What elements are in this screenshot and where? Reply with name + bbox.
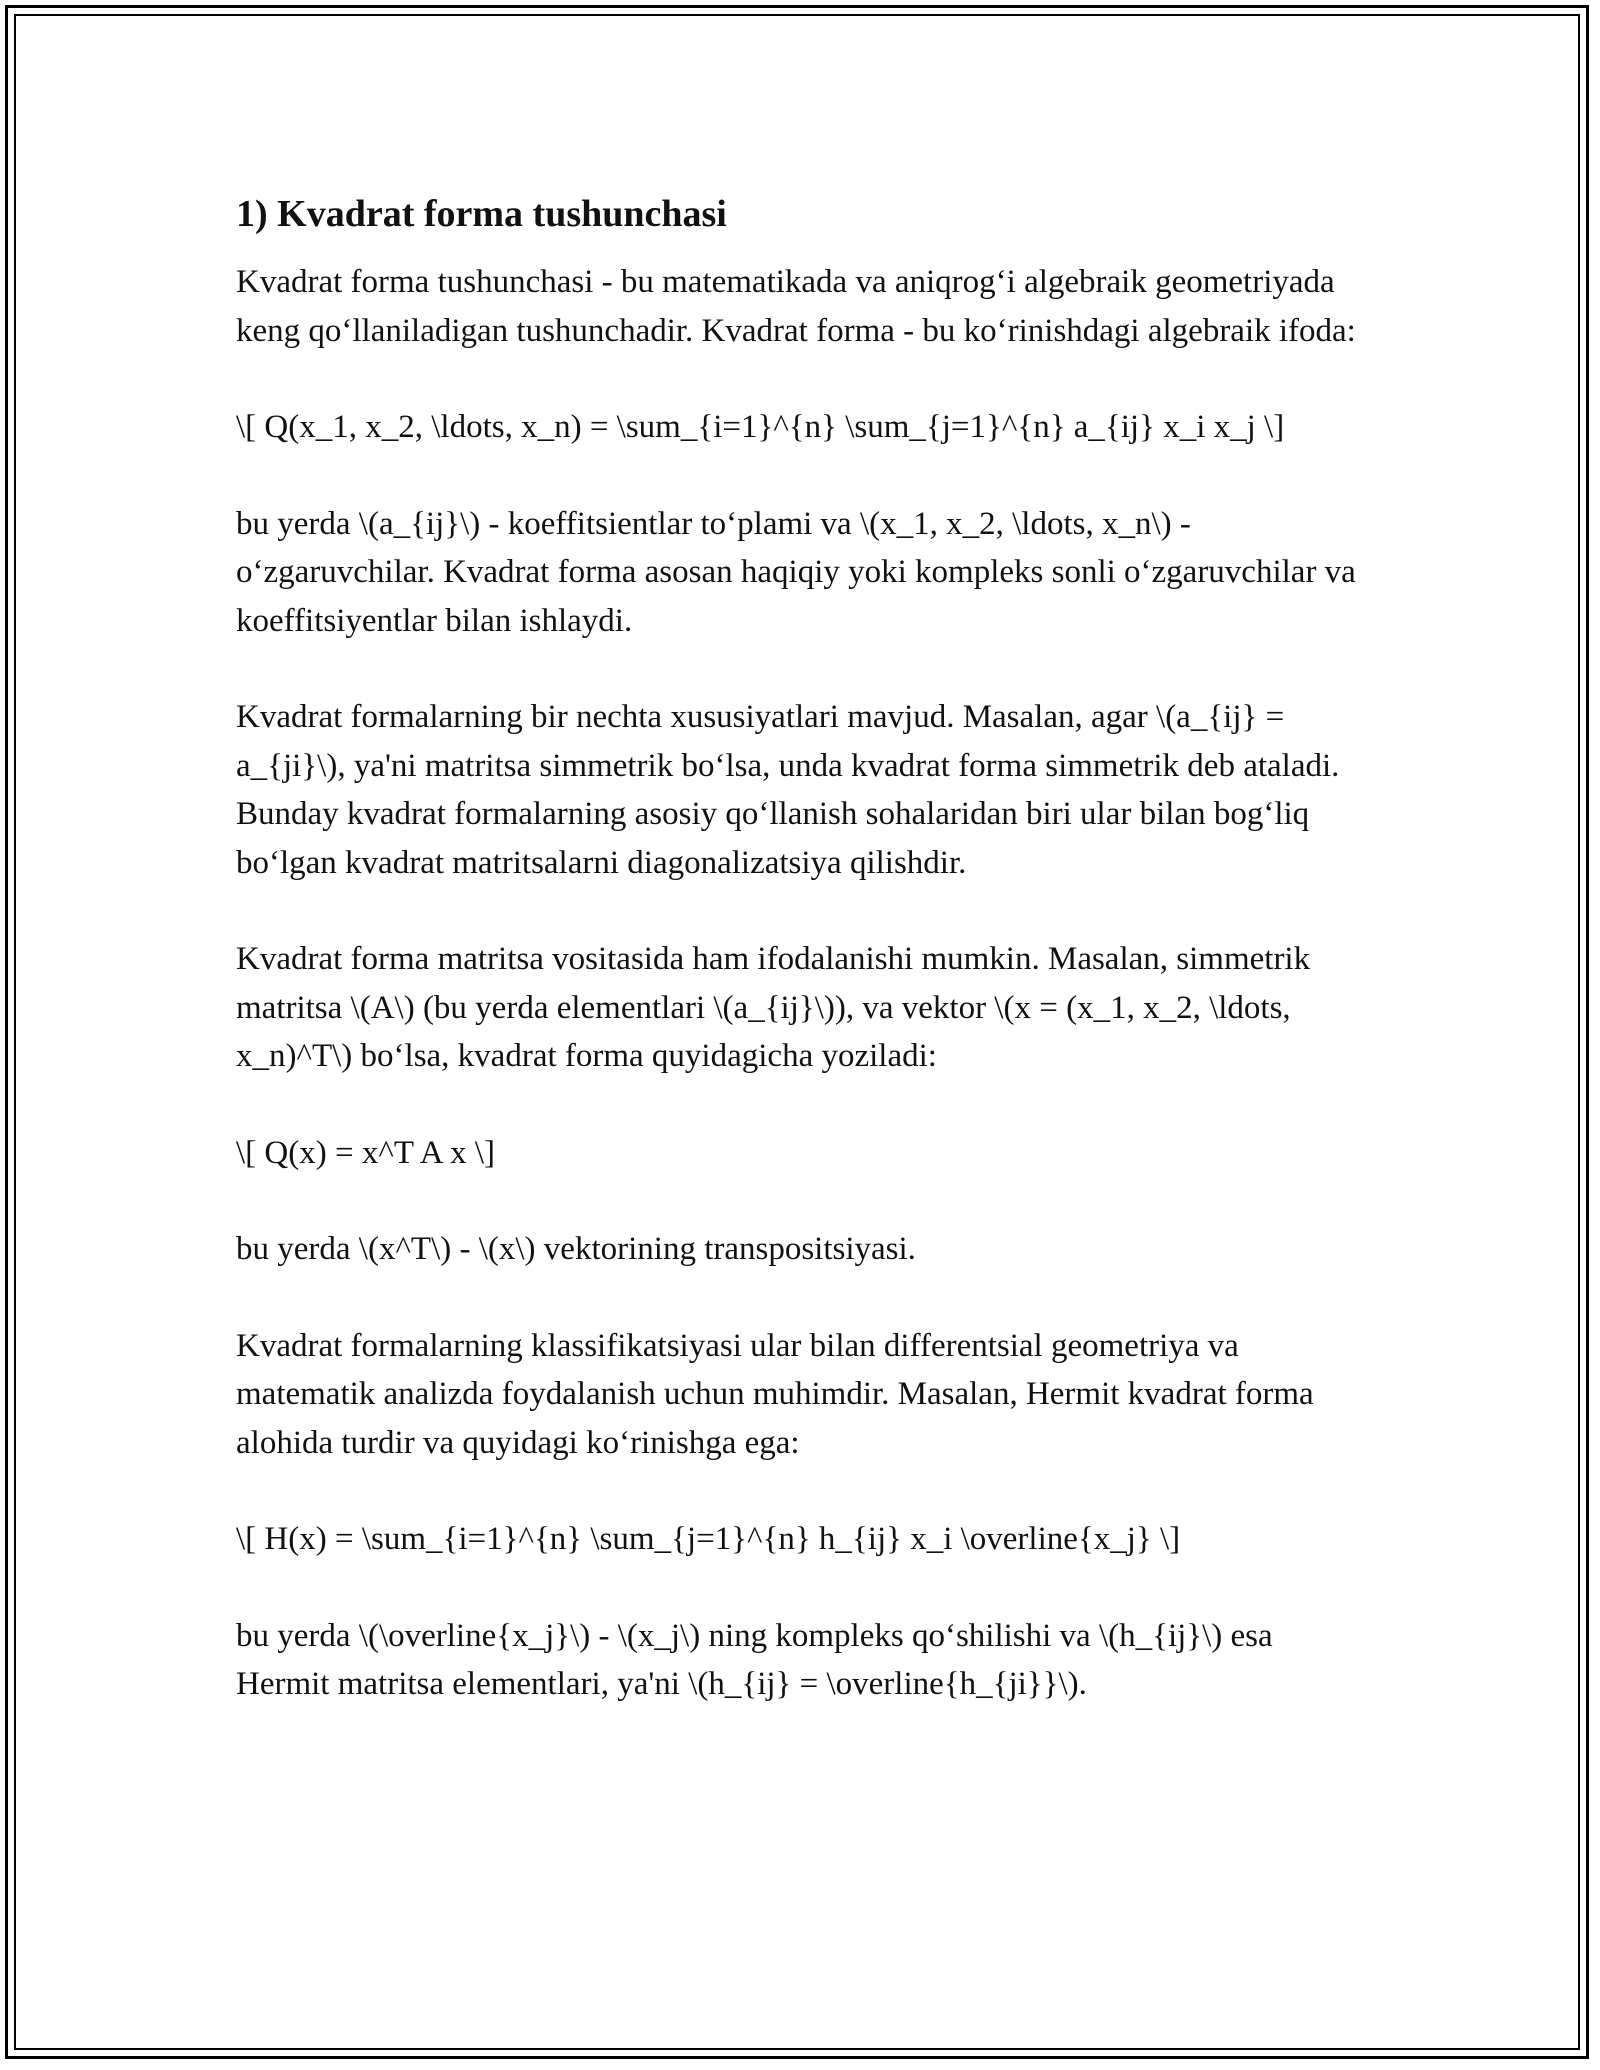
section-heading: 1) Kvadrat forma tushunchasi	[236, 193, 727, 235]
document-body	[236, 190, 1366, 1709]
paragraph-matrix-form: Kvadrat forma matritsa vositasida ham ifodalanishi mumkin. Masalan, simmetrik matritsa \(A\) (bu yerda elementlari \(a_{ij}\)), va vektor \(x = (x_1, x_2, \ldots, x_n)^T\) bo‘lsa, kvadrat forma quyidagicha yoziladi:	[236, 941, 1311, 1074]
formula-matrix-quadratic: \[ Q(x) = x^T A x \]	[236, 1134, 495, 1171]
formula-hermitian-form: \[ H(x) = \sum_{i=1}^{n} \sum_{j=1}^{n} h_{ij} x_i \overline{x_j} \]	[236, 1521, 1181, 1557]
paragraph-coefficients: bu yerda \(a_{ij}\) - koeffitsientlar to‘plami va \(x_1, x_2, \ldots, x_n\) - o‘zgaruvchilar. Kvadrat forma asosan haqiqiy yoki kompleks sonli o‘zgaruvchilar va koeffitsiyentlar bilan ishlaydi.	[236, 505, 1356, 639]
paragraph-transpose: bu yerda \(x^T\) - \(x\) vektorining transpositsiyasi.	[236, 1231, 916, 1267]
paragraph-classification: Kvadrat formalarning klassifikatsiyasi ular bilan differentsial geometriya va matematik analizda foydalanish uchun muhimdir. Masalan, Hermit kvadrat forma alohida turdir va quyidagi ko‘rinishga ega:	[236, 1327, 1314, 1461]
paragraph-properties: Kvadrat formalarning bir nechta xususiyatlari mavjud. Masalan, agar \(a_{ij} = a_{ji}\), ya'ni matritsa simmetrik bo‘lsa, unda kvadrat forma simmetrik deb ataladi. Bunday kvadrat formalarning asosiy qo‘llanish sohalaridan biri ular bilan bog‘liq bo‘lgan kvadrat matritsalarni diagonalizatsiya qilishdir.	[236, 699, 1340, 881]
paragraph-hermitian-explanation: bu yerda \(\overline{x_j}\) - \(x_j\) ning kompleks qo‘shilishi va \(h_{ij}\) esa Hermit matritsa elementlari, ya'ni \(h_{ij} = \overline{h_{ji}}\).	[236, 1617, 1273, 1702]
formula-quadratic-form-sum: \[ Q(x_1, x_2, \ldots, x_n) = \sum_{i=1}^{n} \sum_{j=1}^{n} a_{ij} x_i x_j \]	[236, 409, 1285, 445]
paragraph-intro: Kvadrat forma tushunchasi - bu matematikada va aniqrog‘i algebraik geometriyada keng qo‘llaniladigan tushunchadir. Kvadrat forma - bu ko‘rinishdagi algebraik ifoda:	[236, 264, 1356, 349]
